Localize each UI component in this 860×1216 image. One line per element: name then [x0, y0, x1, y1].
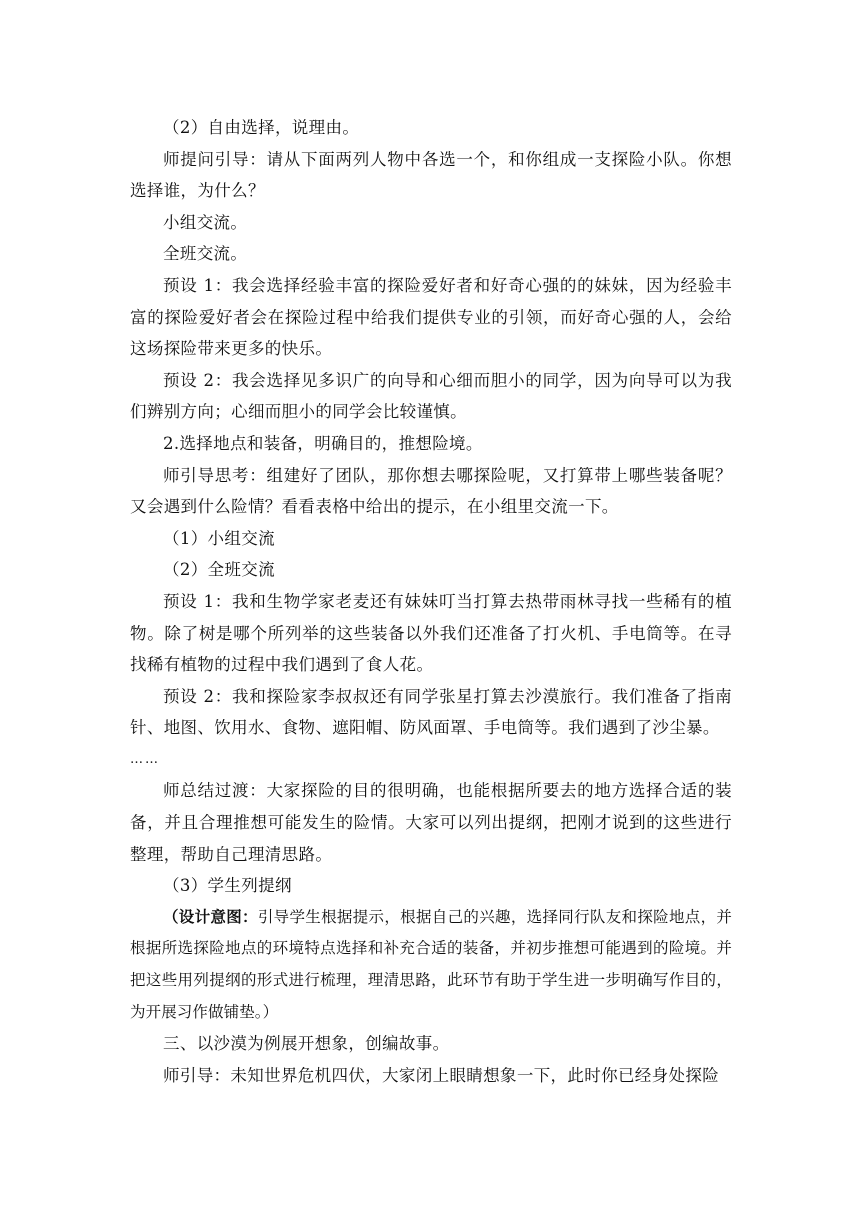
paragraph-teacher-guidance: 师引导思考：组建好了团队，那你想去哪探险呢，又打算带上哪些装备呢？又会遇到什么险情？看看表格中给出的提示，在小组里交流一下。 — [130, 465, 732, 517]
paragraph-teacher-summary: 师总结过渡：大家探险的目的很明确，也能根据所要去的地方选择合适的装备，并且合理推想可能发生的险情。大家可以列出提纲，把刚才说到的这些进行整理，帮助自己理清思路。 — [130, 781, 732, 864]
paragraph-step-3: （3）学生列提纲 — [163, 876, 292, 896]
paragraph-step-1: （1）小组交流 — [163, 528, 275, 548]
paragraph-teacher-imagination: 师引导：未知世界危机四伏，大家闭上眼睛想象一下，此时你已经身处探险 — [163, 1065, 720, 1085]
paragraph-preset-2b: 预设 2：我和探险家李叔叔还有同学张星打算去沙漠旅行。我们准备了指南针、地图、饮用水、食物、遮阳帽、防风面罩、手电筒等。我们遇到了沙尘暴。 — [130, 686, 732, 738]
paragraph-step-2: （2）全班交流 — [163, 560, 275, 580]
paragraph-preset-2a: 预设 2：我会选择见多识广的向导和心细而胆小的同学，因为向导可以为我们辨别方向；心细而胆小的同学会比较谨慎。 — [130, 370, 732, 422]
paragraph-section-3-heading: 三、以沙漠为例展开想象，创编故事。 — [163, 1034, 450, 1054]
paragraph-group-discussion: 小组交流。 — [163, 212, 248, 232]
paragraph-teacher-question: 师提问引导：请从下面两列人物中各选一个，和你组成一支探险小队。你想选择谁，为什么？ — [130, 149, 732, 201]
paragraph-class-discussion: 全班交流。 — [163, 244, 248, 264]
paragraph-preset-1b: 预设 1：我和生物学家老麦还有妹妹叮当打算去热带雨林寻找一些稀有的植物。除了树是哪个所列举的这些装备以外我们还准备了打火机、手电筒等。在寻找稀有植物的过程中我们遇到了食人花。 — [130, 591, 732, 675]
paragraph-design-intent — [130, 902, 732, 1028]
paragraph-free-choice: （2）自由选择，说理由。 — [163, 118, 360, 137]
document-body — [130, 112, 732, 1091]
paragraph-section-2-heading: 2.选择地点和装备，明确目的，推想险境。 — [163, 433, 483, 453]
paragraph-ellipsis: …… — [130, 751, 160, 767]
design-intent-body: 引导学生根据提示，根据自己的兴趣，选择同行队友和探险地点，并根据所选探险地点的环境特点选择和补充合适的装备，并初步推想可能遇到的险境。并把这些用列提纲的形式进行梳理，理清思路，此环节有助于学生进一步明确写作目的，为开展习作做铺垫。） — [130, 907, 732, 1021]
design-intent-label: （设计意图： — [163, 907, 258, 926]
paragraph-preset-1a: 预设 1：我会选择经验丰富的探险爱好者和好奇心强的的妹妹，因为经验丰富的探险爱好者会在探险过程中给我们提供专业的引领，而好奇心强的人，会给这场探险带来更多的快乐。 — [130, 275, 732, 359]
